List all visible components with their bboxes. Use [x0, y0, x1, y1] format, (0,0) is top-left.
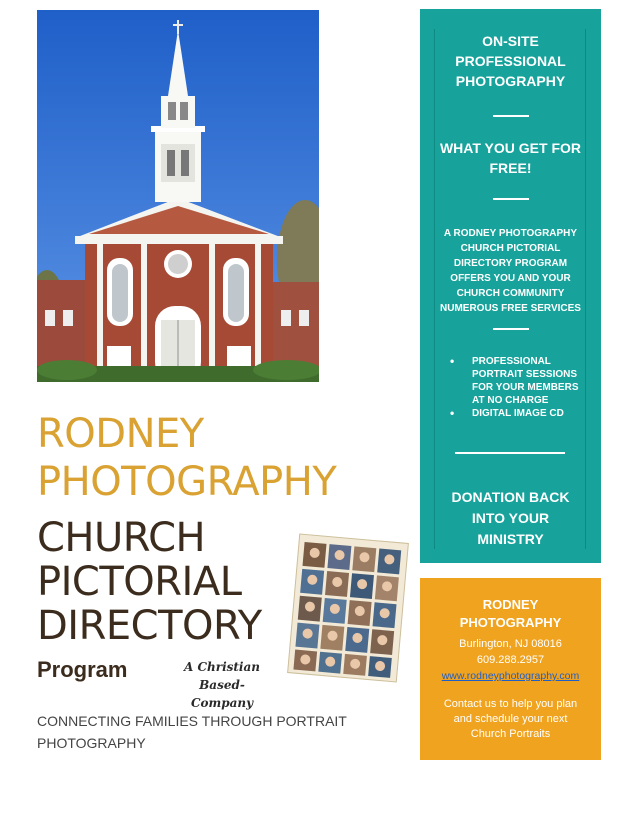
bullet-icon: •: [450, 406, 455, 420]
sidebar-divider: [493, 115, 529, 117]
title-church: CHURCH: [37, 515, 206, 561]
contact-phone: 609.288.2957: [476, 654, 545, 666]
free-heading-line-2: FREE!: [489, 160, 532, 176]
title-pictorial: PICTORIAL: [37, 559, 242, 605]
program-line-4: OFFERS YOU AND YOUR: [450, 273, 571, 284]
tagline-line-1: CONNECTING FAMILIES THROUGH PORTRAIT: [37, 713, 347, 729]
sidebar-heading-line-2: PROFESSIONAL: [455, 53, 566, 69]
bullet-1-line-3: FOR YOUR MEMBERS: [472, 382, 579, 393]
list-item: [450, 355, 590, 407]
bullet-1-line-1: PROFESSIONAL: [472, 356, 551, 367]
tagline-line-2: PHOTOGRAPHY: [37, 735, 146, 751]
sidebar-heading: [420, 31, 601, 91]
program-line-3: DIRECTORY PROGRAM: [453, 258, 568, 269]
program-line-1: A RODNEY PHOTOGRAPHY: [443, 228, 578, 239]
sidebar-divider: [493, 328, 529, 330]
contact-cta: [420, 697, 601, 742]
bullet-icon: •: [450, 354, 455, 368]
sidebar-heading-line-1: ON-SITE: [482, 33, 539, 49]
title-directory: DIRECTORY: [37, 603, 262, 649]
title-rodney: RODNEY: [37, 411, 204, 457]
sidebar-divider: [493, 198, 529, 200]
program-label: Program: [37, 657, 128, 682]
bullet-1-line-4: AT NO CHARGE: [472, 395, 549, 406]
website-link[interactable]: www.rodneyphotography.com: [441, 670, 580, 682]
free-heading-line-1: WHAT YOU GET FOR: [439, 140, 582, 156]
portrait-collage: [287, 533, 409, 682]
christian-company-badge: [172, 658, 272, 712]
church-photo: [37, 10, 319, 382]
program-description: [420, 226, 601, 316]
donation-line-3: MINISTRY: [477, 531, 544, 547]
donation-line-1: DONATION BACK: [451, 489, 570, 505]
donation-line-2: INTO YOUR: [471, 510, 550, 526]
list-item: [450, 407, 590, 420]
program-line-2: CHURCH PICTORIAL: [460, 243, 561, 254]
bullet-2-line-1: DIGITAL IMAGE CD: [472, 408, 564, 419]
cta-line-3: Church Portraits: [470, 728, 551, 740]
contact-name-line-2: PHOTOGRAPHY: [459, 615, 562, 630]
cta-line-2: and schedule your next: [453, 713, 568, 725]
contact-name-line-1: RODNEY: [482, 597, 539, 612]
title-photography: PHOTOGRAPHY: [37, 459, 337, 505]
program-line-5: CHURCH COMMUNITY: [456, 288, 565, 299]
badge-line-1: A Christian: [183, 660, 260, 674]
tagline: [37, 710, 397, 754]
badge-line-2: Based- Company: [190, 678, 254, 710]
bullet-1-line-2: PORTRAIT SESSIONS: [472, 369, 578, 380]
benefits-list: [450, 355, 590, 420]
contact-address: Burlington, NJ 08016: [459, 638, 562, 650]
sidebar-heading-line-3: PHOTOGRAPHY: [455, 73, 566, 89]
sidebar-divider: [455, 452, 565, 454]
cta-line-1: Contact us to help you plan: [443, 698, 578, 710]
program-line-6: NUMEROUS FREE SERVICES: [440, 303, 581, 314]
free-heading: [420, 138, 601, 178]
donation-heading: [420, 487, 601, 550]
contact-company-name: [420, 596, 601, 632]
